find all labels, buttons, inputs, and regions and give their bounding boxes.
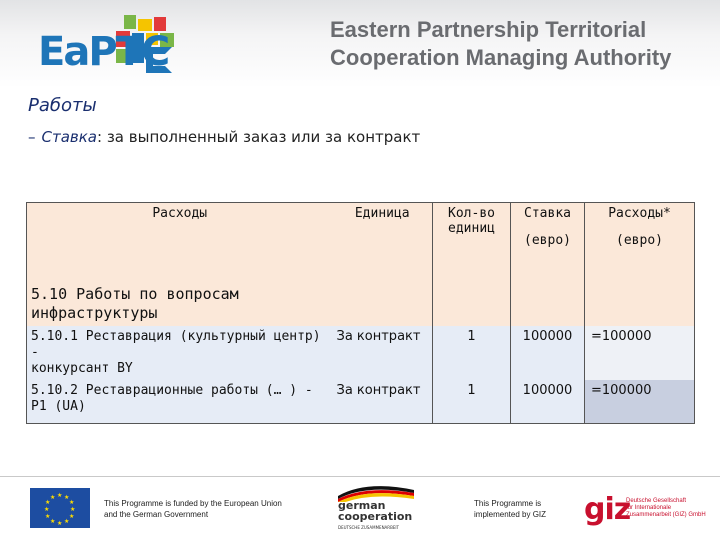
giz-small-text	[626, 498, 706, 519]
section-title: Работы	[28, 95, 97, 116]
giz-implemented-text	[474, 498, 546, 520]
row-description	[27, 326, 333, 380]
row-unit: За контракт	[333, 380, 433, 424]
gc-small-text: DEUTSCHE ZUSAMMENARBEIT	[338, 525, 399, 530]
category-rate	[511, 277, 585, 326]
eu-flag-icon: ★ ★ ★ ★ ★ ★ ★ ★ ★ ★ ★ ★	[30, 488, 90, 528]
category-total	[585, 277, 695, 326]
footer-divider	[0, 476, 720, 477]
giz-implemented-line1: This Programme is	[474, 499, 542, 508]
costs-table	[26, 202, 695, 424]
german-cooperation-logo	[332, 484, 442, 530]
header-unit: Единица	[333, 203, 433, 277]
category-line1: 5.10 Работы по вопросам	[31, 284, 239, 303]
eu-funding-line1: This Programme is funded by the European Union	[104, 499, 282, 508]
row-desc-line2: конкурсант BY	[31, 360, 133, 376]
giz-logo: giz	[584, 492, 631, 527]
row-total: =100000	[585, 380, 695, 424]
row-count: 1	[433, 380, 511, 424]
row-rate: 100000	[511, 326, 585, 380]
gc-line2: cooperation	[338, 510, 413, 523]
rate-line	[28, 128, 420, 146]
header-total-line2: (евро)	[616, 233, 663, 248]
header-expenses: Расходы	[27, 203, 333, 277]
row-description	[27, 380, 333, 424]
giz-implemented-line2: implemented by GIZ	[474, 510, 547, 519]
gc-line1: german	[338, 499, 386, 512]
row-rate: 100000	[511, 380, 585, 424]
dash-bullet: –	[28, 128, 36, 146]
category-label	[27, 277, 433, 326]
german-cooperation-text	[338, 500, 412, 522]
rate-description: : за выполненный заказ или за контракт	[97, 128, 421, 146]
table-row	[27, 380, 695, 424]
header-count	[433, 203, 511, 277]
header-total	[585, 203, 695, 277]
giz-small-line3: Zusammenarbeit (GIZ) GmbH	[626, 512, 706, 518]
org-title-line1: Eastern Partnership Territorial	[330, 17, 647, 42]
category-row	[27, 277, 695, 326]
eu-funding-line2: and the German Government	[104, 510, 209, 519]
category-count	[433, 277, 511, 326]
header-total-line1: Расходы*	[608, 206, 671, 221]
row-desc-line2: P1 (UA)	[31, 398, 86, 414]
row-desc-line1: 5.10.2 Реставрационные работы (… ) -	[31, 382, 313, 398]
table-row	[27, 326, 695, 380]
eaptc-logo	[38, 15, 178, 85]
eu-funding-text	[104, 498, 282, 520]
org-title-line2: Cooperation Managing Authority	[330, 45, 672, 70]
row-desc-line1: 5.10.1 Реставрация (культурный центр) -	[31, 328, 321, 360]
header-rate-line1: Ставка	[524, 206, 571, 221]
rate-term: Ставка	[41, 128, 97, 146]
row-count: 1	[433, 326, 511, 380]
header-count-line2: единиц	[448, 221, 495, 236]
org-title	[330, 16, 710, 72]
category-line2: инфраструктуры	[31, 303, 158, 322]
giz-small-line2: für Internationale	[626, 505, 672, 511]
header-rate-line2: (евро)	[524, 233, 571, 248]
logo-text: EaPTC	[38, 29, 169, 75]
giz-small-line1: Deutsche Gesellschaft	[626, 498, 687, 504]
row-unit: За контракт	[333, 326, 433, 380]
header-count-line1: Кол-во	[448, 206, 495, 221]
header-rate	[511, 203, 585, 277]
row-total: =100000	[585, 326, 695, 380]
table-header-row	[27, 203, 695, 277]
